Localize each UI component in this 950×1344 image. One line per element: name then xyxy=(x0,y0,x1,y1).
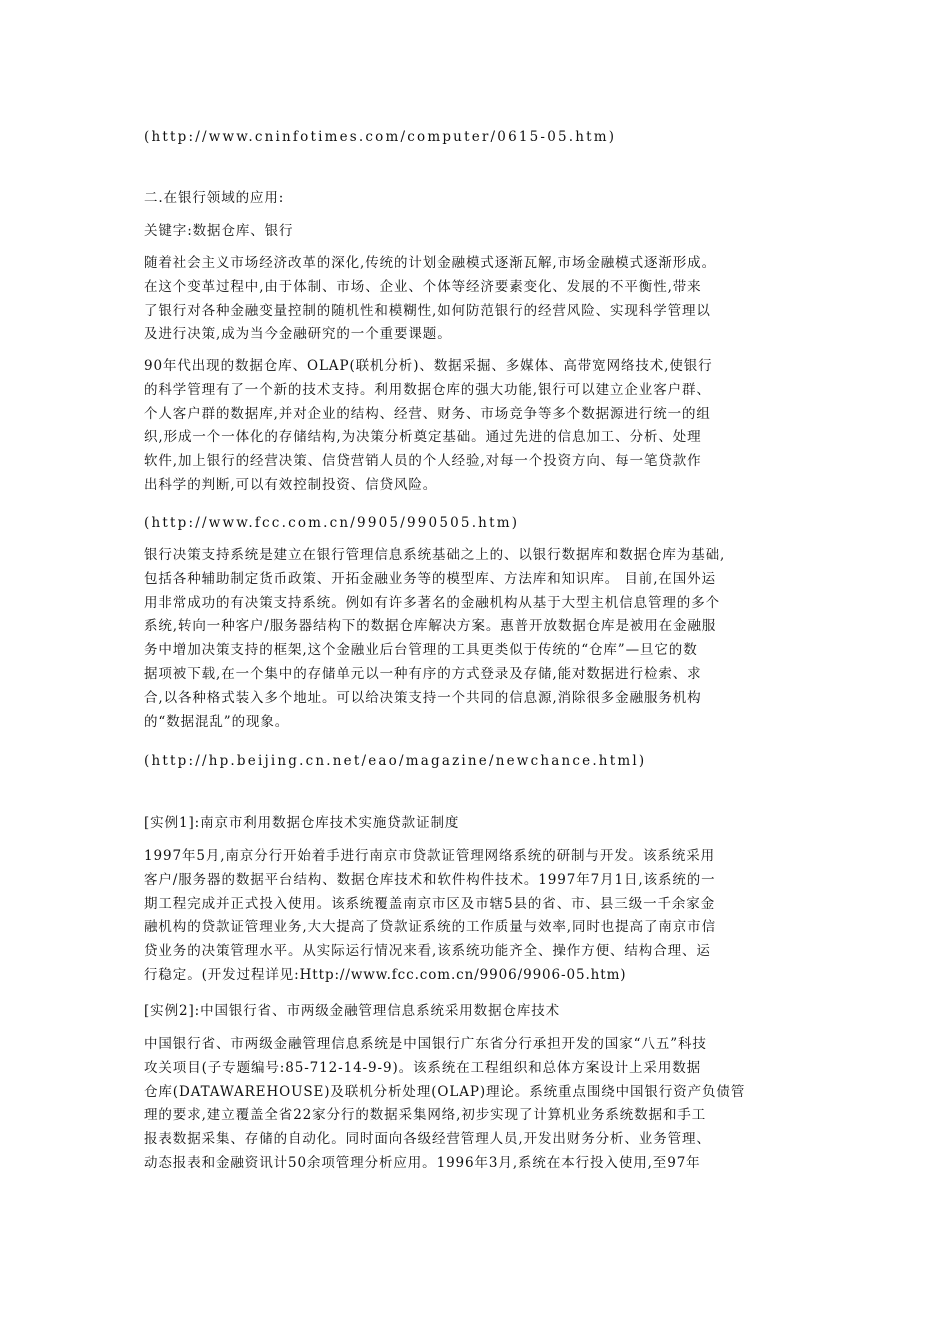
url-text: (http://www.fcc.com.cn/9905/990505.htm) xyxy=(144,515,520,531)
text-line: 织,形成一个一体化的存储结构,为决策分析奠定基础。通过先进的信息加工、分析、处理 xyxy=(144,429,702,446)
text-line: 用非常成功的有决策支持系统。例如有许多著名的金融机构从基于大型主机信息管理的多个 xyxy=(144,594,720,611)
text-line: 期工程完成并正式投入使用。该系统覆盖南京市区及市辖5县的省、市、县三级一千余家金 xyxy=(144,895,716,912)
text-line: 贷业务的决策管理水平。从实际运行情况来看,该系统功能齐全、操作方便、结构合理、运 xyxy=(144,943,711,960)
text-line: 报表数据采集、存储的自动化。同时面向各级经营管理人员,开发出财务分析、业务管理、 xyxy=(144,1131,711,1148)
case-2-body xyxy=(144,1033,806,1176)
keywords-text: 关键字:数据仓库、银行 xyxy=(144,223,294,239)
source-url-2 xyxy=(144,512,806,536)
paragraph-3 xyxy=(144,544,806,734)
text-line: 行稳定。(开发过程详见:Http://www.fcc.com.cn/9906/9906-05.htm) xyxy=(144,966,627,983)
text-line: 及进行决策,成为当今金融研究的一个重要课题。 xyxy=(144,326,452,343)
url-text: (http://hp.beijing.cn.net/eao/magazine/newchance.html) xyxy=(144,753,647,769)
text-line: 的“数据混乱”的现象。 xyxy=(144,713,290,730)
text-line: 据项被下载,在一个集中的存储单元以一种有序的方式登录及存储,能对数据进行检索、求 xyxy=(144,665,702,682)
text-line: 90年代出现的数据仓库、OLAP(联机分析)、数据采掘、多媒体、高带宽网络技术,使银行 xyxy=(144,358,713,374)
keywords-line xyxy=(144,220,806,244)
section-heading xyxy=(144,187,806,211)
text-line: 的科学管理有了一个新的技术支持。利用数据仓库的强大功能,银行可以建立企业客户群、 xyxy=(144,381,711,398)
text-line: 随着社会主义市场经济改革的深化,传统的计划金融模式逐渐瓦解,市场金融模式逐渐形成。 xyxy=(144,255,716,271)
text-line: 软件,加上银行的经营决策、信贷营销人员的个人经验,对每一个投资方向、每一笔贷款作 xyxy=(144,453,702,470)
text-line: 在这个变革过程中,由于体制、市场、企业、个体等经济要素变化、发展的不平衡性,带来 xyxy=(144,278,702,295)
text-line: 银行决策支持系统是建立在银行管理信息系统基础之上的、以银行数据库和数据仓库为基础, xyxy=(144,547,726,563)
text-line: 包括各种辅助制定货币政策、开拓金融业务等的模型库、方法库和知识库。 目前,在国外运 xyxy=(144,570,716,587)
text-line: 仓库(DATAWAREHOUSE)及联机分析处理(OLAP)理论。系统重点围绕中国银行资产负债管 xyxy=(144,1083,746,1100)
text-line: 务中增加决策支持的框架,这个金融业后台管理的工具更类似于传统的“仓库”—旦它的数 xyxy=(144,642,698,659)
case-2-title xyxy=(144,1000,806,1024)
case-title-text: [实例2]:中国银行省、市两级金融管理信息系统采用数据仓库技术 xyxy=(144,1003,561,1019)
text-line: 了银行对各种金融变量控制的随机性和模糊性,如何防范银行的经营风险、实现科学管理以 xyxy=(144,302,711,319)
source-url-1 xyxy=(144,126,806,150)
case-title-text: [实例1]:南京市利用数据仓库技术实施贷款证制度 xyxy=(144,815,460,831)
source-url-3 xyxy=(144,750,806,774)
text-line: 系统,转向一种客户/服务器结构下的数据仓库解决方案。惠普开放数据仓库是被用在金融服 xyxy=(144,618,717,635)
text-line: 融机构的贷款证管理业务,大大提高了贷款证系统的工作质量与效率,同时也提高了南京市信 xyxy=(144,919,716,936)
paragraph-1 xyxy=(144,252,806,347)
text-line: 动态报表和金融资讯计50余项管理分析应用。1996年3月,系统在本行投入使用,至97年 xyxy=(144,1154,701,1171)
case-1-body xyxy=(144,845,806,988)
text-line: 合,以各种格式装入多个地址。可以给决策支持一个共同的信息源,消除很多金融服务机构 xyxy=(144,689,702,706)
text-line: 出科学的判断,可以有效控制投资、信贷风险。 xyxy=(144,476,438,493)
text-line: 理的要求,建立覆盖全省22家分行的数据采集网络,初步实现了计算机业务系统数据和手工 xyxy=(144,1107,707,1124)
text-line: 中国银行省、市两级金融管理信息系统是中国银行广东省分行承担开发的国家“八五”科技 xyxy=(144,1036,707,1052)
text-line: 客户/服务器的数据平台结构、数据仓库技术和软件构件技术。1997年7月1日,该系统的一 xyxy=(144,871,716,888)
paragraph-2 xyxy=(144,355,806,498)
text-line: 攻关项目(子专题编号:85-712-14-9-9)。该系统在工程组织和总体方案设计上采用数据 xyxy=(144,1059,702,1076)
case-1-title xyxy=(144,812,806,836)
text-line: 1997年5月,南京分行开始着手进行南京市贷款证管理网络系统的研制与开发。该系统采用 xyxy=(144,848,716,864)
text-line: 个人客户群的数据库,并对企业的结构、经营、财务、市场竞争等多个数据源进行统一的组 xyxy=(144,405,711,422)
heading-text: 二.在银行领域的应用: xyxy=(144,190,285,206)
url-text: (http://www.cninfotimes.com/computer/0615-05.htm) xyxy=(144,129,617,145)
